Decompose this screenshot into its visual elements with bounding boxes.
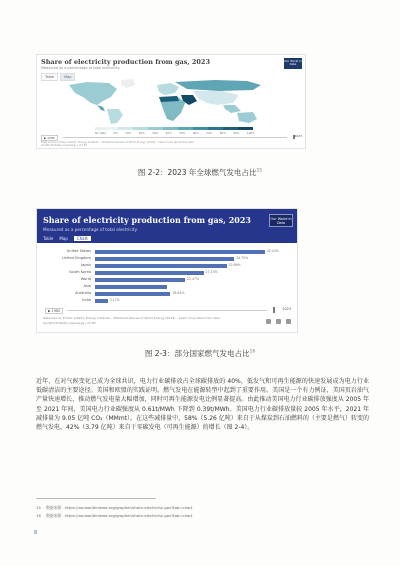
legend-swatch <box>178 127 193 130</box>
bar-value-label: 27.13% <box>205 270 218 274</box>
bar <box>95 257 234 261</box>
bar-label: Japan <box>80 263 91 267</box>
legend-label: 80% <box>219 131 226 135</box>
legend-swatch <box>103 127 118 130</box>
map-central-america <box>97 105 105 111</box>
map-greenland <box>121 79 135 88</box>
bar-label: World <box>80 277 91 281</box>
legend-swatch <box>133 127 148 130</box>
bar-value-label: 32.89% <box>228 263 241 267</box>
tab-table[interactable]: Table <box>41 73 58 81</box>
bar-value-label: 3.17% <box>109 298 120 302</box>
legend-label: 100% <box>246 131 255 135</box>
tab-map[interactable]: Map <box>60 73 75 81</box>
page-number: 8 <box>34 530 38 536</box>
bar-value-label: 34.75% <box>236 256 249 260</box>
chart-tabs <box>43 236 91 241</box>
caption-figure-2-3: 图 2-3：部分国家燃气发电占比$^{16}$ <box>144 349 256 358</box>
body-paragraph: 近年，在对气候变化已成为全球共识，电力行业碳排放占全球碳排放的 40%，低发气和可再生能源的快速发展成为电力行业低碳清洁的主要途径。美国和欧盟的实践证明，燃气发电在能源转型中起到了重要作用。美国是一个有力例证，美国页岩油气产量快速增长，推动燃气发电量大幅增加，同时可再生能源发电比例显著提高。由此推动美国电力行业碳排放强度从 2005 年至 2021 年间，美国电力行业碳强度从 0.61t/MWh 下降到 0.39t/MWh。美国电力行业碳排放量较 2005 年水平，2021 年减排量为 9.05 亿吨 CO₂（MMmt）。在这些减排量中，58%（5.26 亿吨）来自于从煤炭到石油燃料的（主要是燃气）转变的燃气发电，42%（3.79 亿吨）来自于零碳发电（可再生能源）的增长（图 2-4）。 <box>36 378 369 432</box>
legend-label: 20% <box>138 131 145 135</box>
bar-row <box>37 298 295 303</box>
legend-label: 70% <box>206 131 213 135</box>
map-russia <box>175 80 261 91</box>
legend-label: 60% <box>192 131 199 135</box>
map-europe <box>157 83 179 95</box>
legend-swatch <box>208 127 223 130</box>
bar <box>95 299 108 303</box>
download-icon[interactable] <box>276 319 281 324</box>
timeline-slider[interactable] <box>63 137 287 138</box>
map-north-america <box>69 82 117 105</box>
figure-map <box>36 54 306 149</box>
play-button[interactable]: ▶ 1985 <box>41 135 58 141</box>
legend-label: 30% <box>152 131 159 135</box>
legend-swatch <box>238 127 253 130</box>
chart-actions <box>266 319 291 324</box>
fullscreen-icon[interactable] <box>286 319 291 324</box>
bar <box>95 285 167 289</box>
bar-row <box>37 249 295 254</box>
bar-value-label: 22.47% <box>186 277 200 281</box>
share-icon[interactable] <box>266 319 271 324</box>
play-button[interactable]: ▶ 1985 <box>45 308 63 314</box>
owid-logo: Our World in Data <box>269 214 293 227</box>
map-north-africa <box>159 96 179 102</box>
bar <box>95 264 227 268</box>
legend-label: 90% <box>233 131 240 135</box>
map-southeast-asia <box>223 105 241 113</box>
footnote-16: 16 数据来源：https://ourworldindata.org/grapher/share-electricity-gas?tab=chart <box>36 513 193 518</box>
bar-value-label: 42.43% <box>266 249 279 253</box>
map-south-america <box>107 109 123 124</box>
caption-figure-2-2: 图 2-2：2023 年全球燃气发电占比$^{15}$ <box>137 168 263 177</box>
legend-swatch <box>95 127 103 130</box>
timeline-year: 2023 <box>282 307 291 311</box>
bar-row <box>37 277 295 282</box>
map-legend-labels <box>95 131 255 135</box>
bar-label: South Korea <box>69 270 91 274</box>
owid-logo: Our World in Data <box>284 58 302 69</box>
bar <box>95 292 170 296</box>
legend-swatch <box>223 127 238 130</box>
timeline-slider[interactable] <box>67 310 267 311</box>
bar-row <box>37 291 295 296</box>
legend-label: 40% <box>165 131 172 135</box>
bar-row <box>37 270 295 275</box>
bar <box>95 278 185 282</box>
tab-table[interactable]: Table <box>43 236 54 241</box>
bar-label: Asia <box>83 284 91 288</box>
legend-label: 10% <box>125 131 132 135</box>
chart-source: Data source: Ember (2024); Energy Institute – Statistical Review of World Energy (2024) – Learn more about this data OurWorldinData.org/energy | CC BY <box>43 316 220 325</box>
timeline-year: 2023 <box>294 134 302 138</box>
legend-swatch <box>148 127 163 130</box>
bar <box>95 250 265 254</box>
map-title: Share of electricity production from gas, 2023 <box>41 58 210 66</box>
tab-chart[interactable]: Chart <box>74 236 91 241</box>
tab-map[interactable]: Map <box>59 236 68 241</box>
legend-label: 0% <box>113 131 118 135</box>
timeline-handle[interactable] <box>273 307 275 313</box>
map-asia <box>193 91 239 105</box>
map-legend <box>95 127 253 130</box>
bar-label: United Kingdom <box>62 256 91 260</box>
legend-label: No data <box>95 131 106 135</box>
bar-row <box>37 284 295 289</box>
bar <box>95 271 204 275</box>
chart-title: Share of electricity production from gas, 2023 <box>43 215 251 225</box>
map-australia <box>237 112 257 123</box>
chart-header <box>37 209 297 243</box>
footnote-divider <box>36 498 156 499</box>
map-source: Data source: Ember (2024); Energy Institute – Statistical Review of World Energy (2024) – Learn more about this data OurWorldinData.org/energy | CC BY <box>41 141 194 147</box>
bar-row <box>37 256 295 261</box>
map-subtitle: Measured as a percentage of total electricity. <box>41 66 121 70</box>
bar-label: Australia <box>75 291 91 295</box>
bar-label: India <box>82 298 91 302</box>
legend-swatch <box>118 127 133 130</box>
bar-row <box>37 263 295 268</box>
legend-label: 50% <box>179 131 186 135</box>
figure-bar-chart <box>36 208 298 333</box>
footnote-15: 15 数据来源：https://ourworldindata.org/grapher/share-electricity-gas?tab=chart <box>36 505 193 510</box>
world-map <box>47 77 297 125</box>
legend-swatch <box>193 127 208 130</box>
bar-label: United States <box>66 249 91 253</box>
legend-swatch <box>163 127 178 130</box>
chart-subtitle: Measured as a percentage of total electricity. <box>43 227 138 232</box>
bar-value-label: 18.84% <box>172 291 185 295</box>
